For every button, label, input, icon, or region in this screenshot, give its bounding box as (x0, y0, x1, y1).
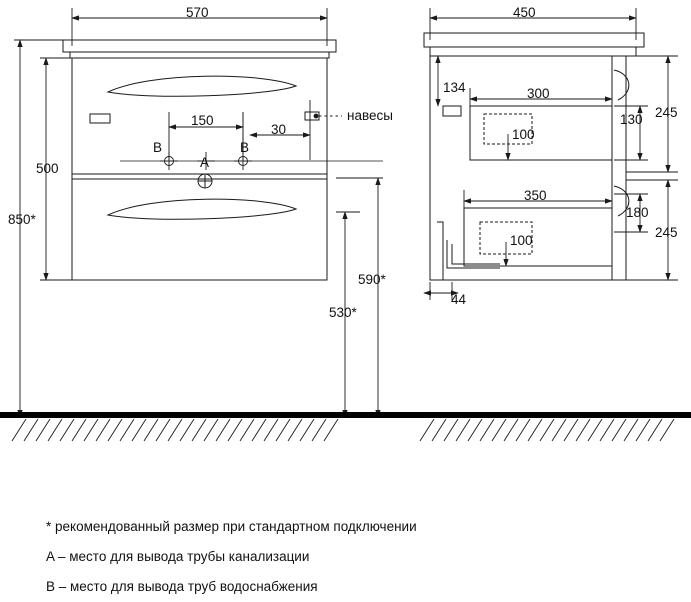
dim-label-590: 590* (358, 272, 386, 287)
dim-label-450: 450 (513, 5, 536, 20)
callout-hangers: навесы (347, 108, 393, 123)
dim-front-total-height (14, 40, 70, 417)
side-view-geometry (424, 33, 644, 280)
dim-label-850: 850* (8, 212, 36, 227)
legend-notes (46, 512, 646, 602)
dim-label-100-lower: 100 (510, 233, 533, 248)
dim-590 (336, 178, 383, 417)
dim-label-245-lower: 245 (655, 225, 678, 240)
note-line: * рекомендованный размер при стандартном подключении (46, 519, 417, 534)
dim-label-245-upper: 245 (655, 105, 678, 120)
dim-label-130: 130 (620, 112, 643, 127)
dim-label-530: 530* (329, 305, 357, 320)
dim-label-134: 134 (443, 80, 466, 95)
dim-label-570: 570 (186, 5, 209, 20)
ground-line (0, 412, 691, 441)
marker-b-right: B (240, 140, 250, 155)
dim-label-30: 30 (271, 122, 287, 137)
dim-label-150: 150 (191, 113, 214, 128)
note-line: B – место для вывода труб водоснабжения (46, 579, 318, 594)
dim-label-350: 350 (524, 188, 547, 203)
dim-label-44: 44 (451, 292, 467, 307)
dim-label-300: 300 (527, 86, 550, 101)
dim-label-180: 180 (626, 205, 649, 220)
dim-label-500: 500 (36, 161, 59, 176)
marker-a: A (200, 155, 210, 170)
marker-b-left: B (153, 140, 163, 155)
note-line: A – место для вывода трубы канализации (46, 549, 310, 564)
dim-label-100-upper: 100 (512, 127, 535, 142)
